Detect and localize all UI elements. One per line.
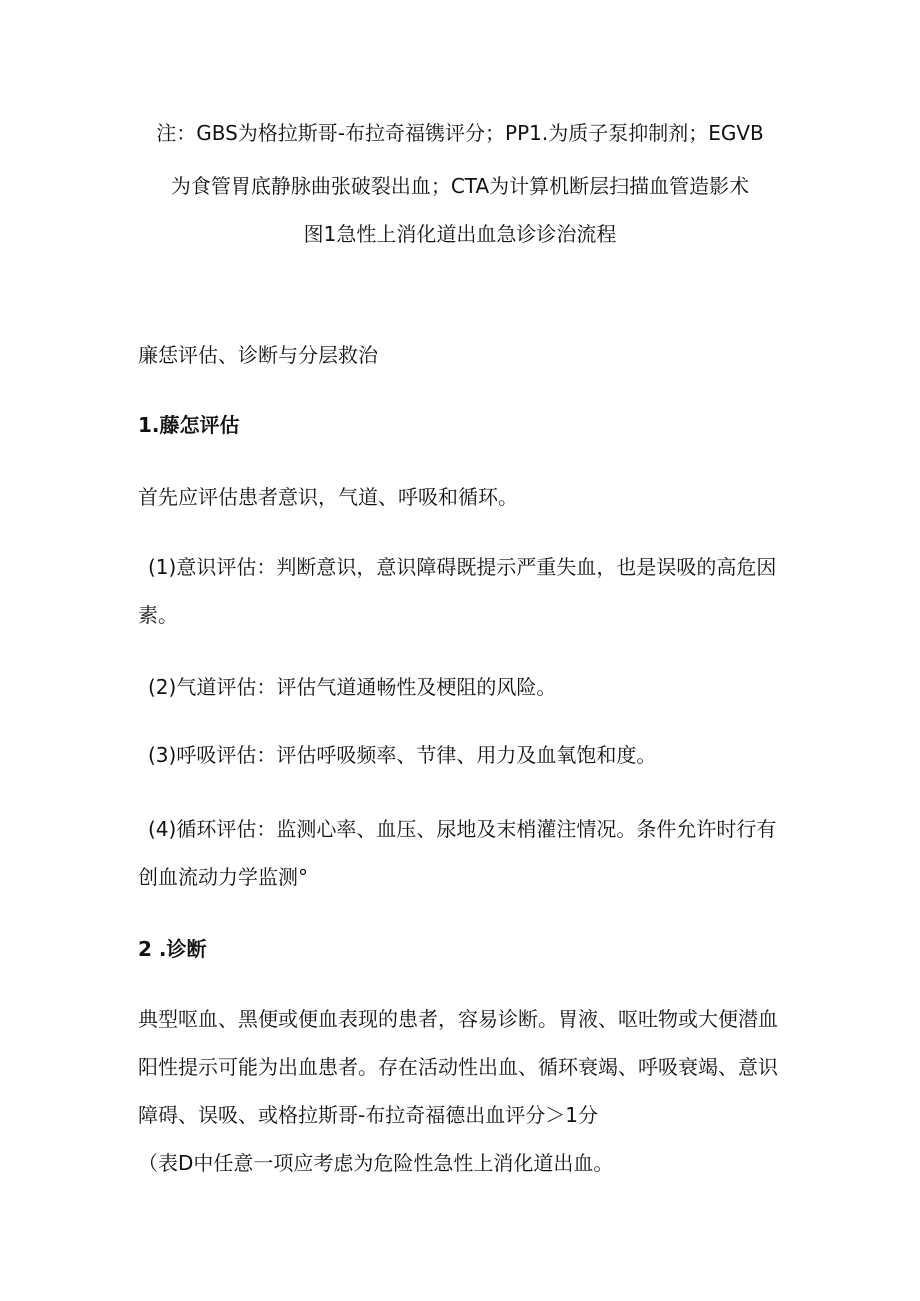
subsection-1-heading: 1.藤怎评估 xyxy=(138,413,240,437)
subsection-2-heading: 2 .诊断 xyxy=(138,937,207,961)
item-4-line-1: (4)循环评估：监测心率、血压、尿地及末梢灌注情况。条件允许时行有 xyxy=(148,817,777,841)
diagnosis-para-line-1: 典型呕血、黑便或便血表现的患者，容易诊断。胃液、呕吐物或大便潜血 xyxy=(138,1007,778,1031)
item-3: (3)呼吸评估：评估呼吸频率、节律、用力及血氧饱和度。 xyxy=(148,743,657,767)
item-4-line-2: 创血流动力学监测° xyxy=(138,865,308,889)
section-title: 廉恁评估、诊断与分层救治 xyxy=(138,343,378,367)
note-line-1: 注：GBS为格拉斯哥-布拉奇福镌评分；PP1.为质子泵抑制剂；EGVB xyxy=(156,121,764,145)
diagnosis-para-line-4: （表D中任意一项应考虑为危险性急性上消化道出血。 xyxy=(138,1151,614,1175)
assessment-intro: 首先应评估患者意识，气道、呼吸和循环。 xyxy=(138,485,518,509)
figure-caption: 图1急性上消化道出血急诊诊治流程 xyxy=(303,222,617,246)
diagnosis-para-line-3: 障碍、误吸、或格拉斯哥-布拉奇福德出血评分＞1分 xyxy=(138,1103,598,1127)
note-line-2: 为食管胃底静脉曲张破裂出血；CTA为计算机断层扫描血管造影术 xyxy=(170,174,750,198)
item-1-line-1: (1)意识评估：判断意识，意识障碍既提示严重失血，也是误吸的高危因 xyxy=(148,555,777,579)
diagnosis-para-line-2: 阳性提示可能为出血患者。存在活动性出血、循环衰竭、呼吸衰竭、意识 xyxy=(138,1055,778,1079)
item-2: (2)气道评估：评估气道通畅性及梗阻的风险。 xyxy=(148,675,557,699)
item-1-line-2: 素。 xyxy=(138,603,178,627)
